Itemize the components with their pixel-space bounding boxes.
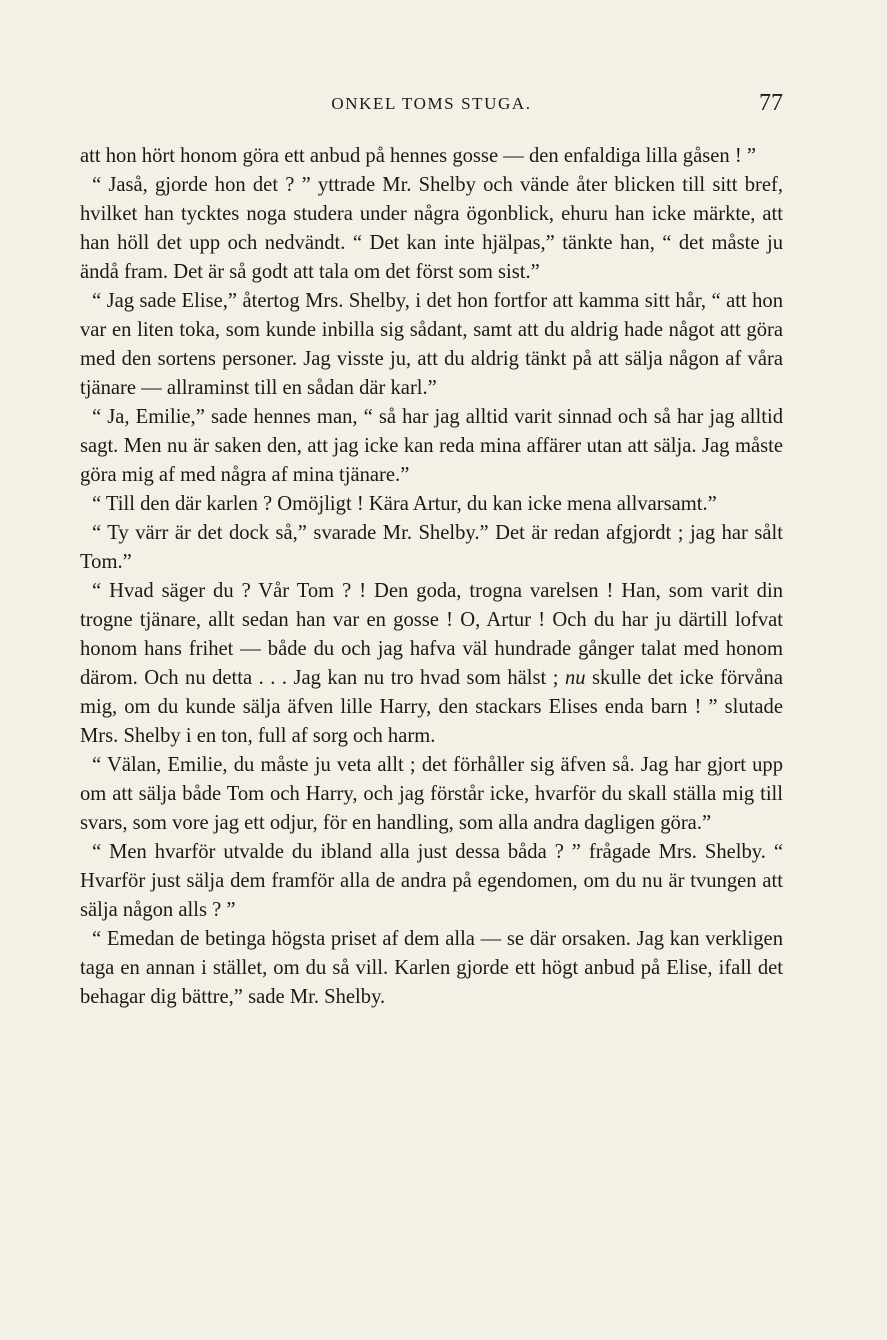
paragraph-text: “ Jaså, gjorde hon det ? ” yttrade Mr. Shelby och vände åter blicken till sitt bref, hvilket han tycktes noga studera under några ögonblick, ehuru han icke märkte, att han höll det upp och nedvändt. “ Det kan inte hjälpas,” tänkte han, “ det måste ju ändå fram. Det är så godt att tala om det först som sist.” [80,174,783,283]
page-number: 77 [759,90,783,116]
paragraph-text: “ Ja, Emilie,” sade hennes man, “ så har jag alltid varit sinnad och så har jag alltid sagt. Men nu är saken den, att jag icke kan reda mina affärer utan att sälja. Jag måste göra mig af med några af mina tjänare.” [80,406,783,486]
paragraph-text: “ Välan, Emilie, du måste ju veta allt ; det förhåller sig äfven så. Jag har gjort upp om att sälja både Tom och Harry, och jag förstår icke, hvarför du skall ställa mig till svars, som vore jag ett odjur, för en handling, som alla andra dagligen göra.” [80,754,783,834]
paragraph [80,403,783,490]
paragraph-text: “ Jag sade Elise,” återtog Mrs. Shelby, i det hon fortfor att kamma sitt hår, “ att hon var en liten toka, som kunde inbilla sig sådant, samt att du aldrig hade något att göra med den sortens personer. Jag visste ju, att du aldrig tänkt på att sälja någon af våra tjänare — allraminst till en sådan där karl.” [80,290,783,399]
page-title: ONKEL TOMS STUGA. [331,94,532,113]
paragraph [80,142,783,171]
paragraph [80,838,783,925]
emphasis-text: nu [564,667,586,689]
paragraph-text: “ Till den där karlen ? Omöjligt ! Kära Artur, du kan icke mena allvarsamt.” [92,493,717,515]
paragraph-text: “ Emedan de betinga högsta priset af dem alla — se där orsaken. Jag kan verkligen taga en annan i stället, om du så vill. Karlen gjorde ett högt anbud på Elise, ifall det behagar dig bättre,” sade Mr. Shelby. [80,928,783,1008]
paragraph-text: att hon hört honom göra ett anbud på hennes gosse — den enfaldiga lilla gåsen ! ” [80,145,756,167]
body-text [80,142,783,1012]
running-header [80,90,783,120]
paragraph [80,577,783,751]
paragraph [80,751,783,838]
paragraph-text: “ Hvad säger du ? Vår Tom ? ! Den goda, trogna varelsen ! Han, som varit din trogne tjänare, allt sedan han var en gosse ! O, Artur ! Och du har ju därtill lofvat honom hans frihet — både du och jag hafva väl hundrade gånger talat med honom därom. Och nu detta . . . Jag kan nu tro hvad som hälst ; [80,580,783,689]
paragraph [80,925,783,1012]
paragraph-text: “ Men hvarför utvalde du ibland alla just dessa båda ? ” frågade Mrs. Shelby. “ Hvarför just sälja dem framför alla de andra på egendomen, om du nu är tvungen att sälja någon alls ? ” [80,841,783,921]
paragraph-text: skulle det icke förvåna mig, om du kunde sälja äfven lille Harry, den stackars Elises enda barn ! ” slutade Mrs. Shelby i en ton, full af sorg och harm. [80,667,783,747]
paragraph [80,171,783,287]
paragraph-text: “ Ty värr är det dock så,” svarade Mr. Shelby.” Det är redan afgjordt ; jag har sålt Tom.” [80,522,783,573]
paragraph [80,490,783,519]
paragraph [80,287,783,403]
paragraph [80,519,783,577]
